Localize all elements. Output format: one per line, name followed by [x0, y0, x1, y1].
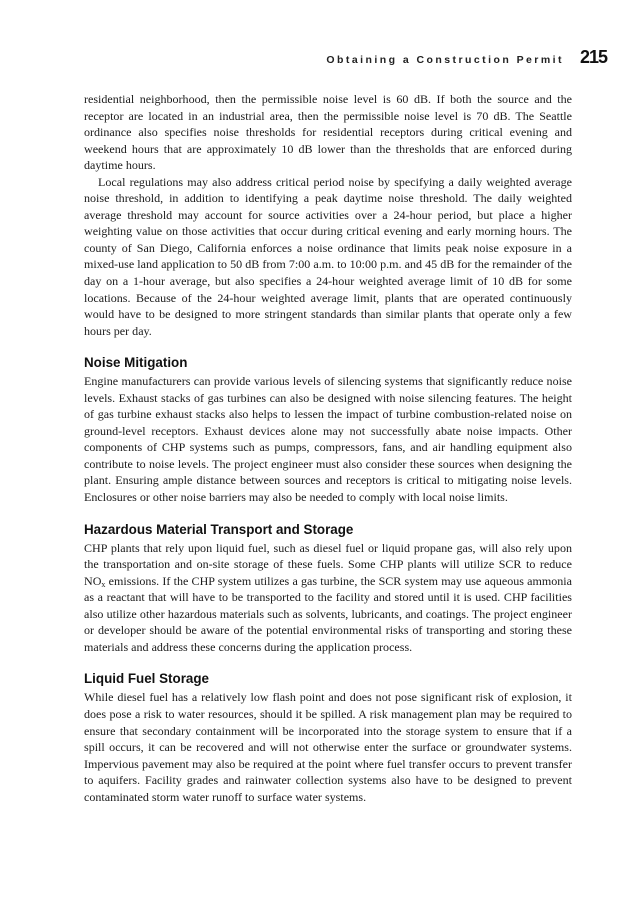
running-title: Obtaining a Construction Permit	[326, 54, 564, 66]
intro-paragraph-2: Local regulations may also address critical period noise by specifying a daily weighted average noise threshold, in addition to identifying a peak daytime noise threshold. The daily weighted average threshold may account for source activities over a 24-hour period, but place a higher weighting value on those activities that occur during critical evening and early morning hours. The county of San Diego, California enforces a noise ordinance that limits peak noise exposure in a mixed-use land application to 50 dB from 7:00 a.m. to 10:00 p.m. and 45 dB for the remainder of the day on a 1-hour average, but also specifies a 24-hour weighted average limit of 10 dB for some locations. Because of the 24-hour weighted average limit, plants that are operated continuously would have to be designed to more stringent standards than similar plants that operate only a few hours per day.	[84, 174, 572, 338]
running-head	[326, 47, 607, 68]
section-heading-liquid-fuel-storage: Liquid Fuel Storage	[84, 671, 209, 687]
section-heading-noise-mitigation: Noise Mitigation	[84, 355, 188, 371]
section-heading-hazardous-material: Hazardous Material Transport and Storage	[84, 521, 354, 537]
hazardous-text-after-subscript: emissions. If the CHP system utilizes a gas turbine, the SCR system may use aqueous ammonia as a reactant that will have to be transported to the facility and stored until it is used. CHP facilities also utilize other hazardous materials such as solvents, lubricants, and coatings. The project engineer or developer should be aware of the potential environmental risks of transporting and storing these materials and address these concerns during the application process.	[84, 573, 572, 654]
hazardous-text-before-subscript: CHP plants that rely upon liquid fuel, such as diesel fuel or liquid propane gas, will also rely upon the transportation and on-site storage of these fuels. Some CHP plants will utilize SCR to reduce NO	[84, 540, 572, 588]
page-number: 215	[579, 47, 607, 67]
intro-paragraph-1: residential neighborhood, then the permissible noise level is 60 dB. If both the source and the receptor are located in an industrial area, then the permissible noise level is 70 dB. The Seattle ordinance also specifies noise thresholds for residential receptors during critical evening and weekend hours that are approximately 10 dB lower than the thresholds that are enforced during daytime hours.	[84, 92, 572, 173]
hazardous-material-paragraph	[84, 540, 572, 656]
liquid-fuel-storage-paragraph: While diesel fuel has a relatively low flash point and does not pose significant risk of explosion, it does pose a risk to water resources, should it be spilled. A risk management plan may be required to ensure that secondary containment will be incorporated into the storage system to ensure that if a spill occurs, it can be recovered and will not otherwise enter the surface or groundwater systems. Impervious pavement may also be required at the point where fuel transfer occurs to prevent transfer to aquifers. Facility grades and rainwater collection systems also have to be designed to prevent contaminated storm water runoff to surface water systems.	[84, 690, 572, 804]
noise-mitigation-paragraph: Engine manufacturers can provide various levels of silencing systems that significantly reduce noise levels. Exhaust stacks of gas turbines can also be designed with noise silencing features. The height of gas turbine exhaust stacks also helps to lessen the impact of turbine combustion-related noise on ground-level receptors. Exhaust devices alone may not successfully abate noise impacts. Other components of CHP systems such as pumps, compressors, fans, and air handling equipment also contribute to noise levels. The project engineer must also consider these sources when designing the plant. Ensuring ample distance between sources and receptors is critical to mitigating noise levels. Enclosures or other noise barriers may also be needed to comply with local noise limits.	[84, 374, 572, 505]
nox-subscript: x	[101, 579, 106, 589]
page-body	[84, 91, 572, 805]
